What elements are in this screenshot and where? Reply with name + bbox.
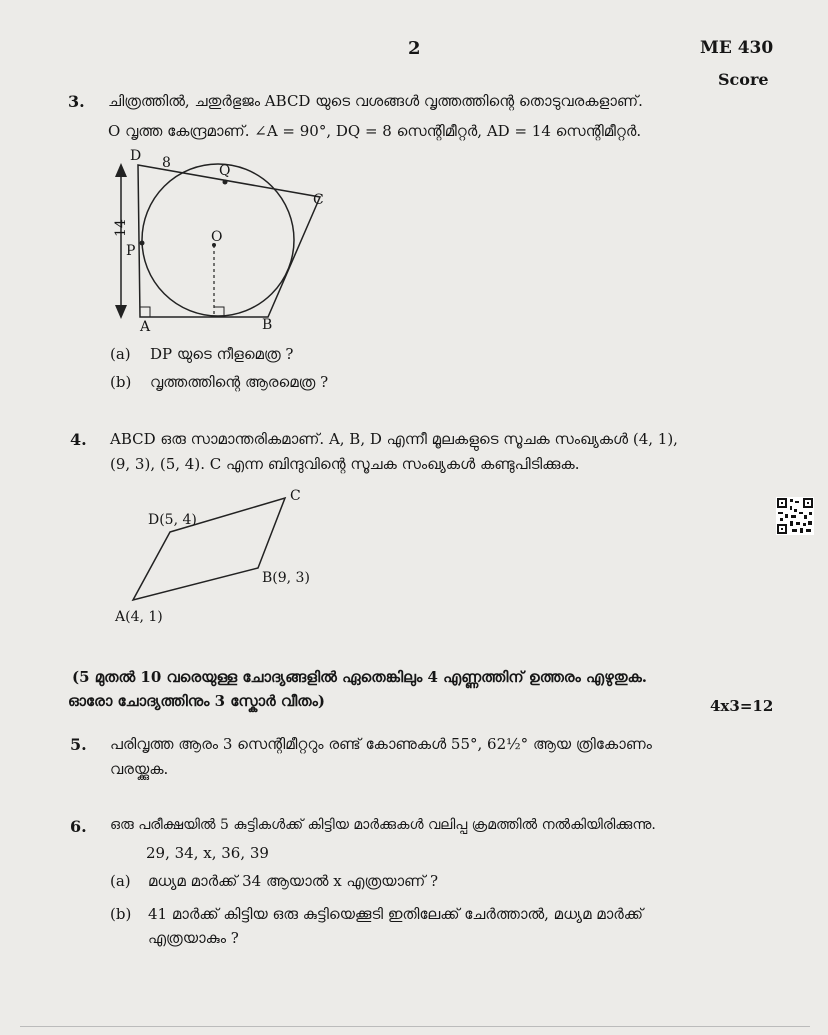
label-8: 8: [162, 155, 171, 171]
page-bottom-edge: [20, 1026, 810, 1027]
instruction-line1: (5 മുതൽ 10 വരെയുള്ള ചോദ്യങ്ങളിൽ ഏതെങ്കിലും 4 എണ്ണത്തിന് ഉത്തരം എഴുതുക.: [72, 668, 648, 686]
question-5-line1: പരിവൃത്ത ആരം 3 സെന്റിമീറ്ററും രണ്ട് കോണുകൾ 55°, 62½° ആയ ത്രികോണം: [110, 735, 652, 753]
label-d: D: [130, 148, 142, 164]
point-q: [223, 180, 228, 185]
question-6b-line2: എത്രയാകും ?: [148, 929, 239, 947]
label-d-coords: D(5, 4): [148, 512, 197, 528]
instruction-marks: 4x3=12: [710, 697, 774, 715]
question-3a-label: (a): [110, 345, 131, 363]
arrow-head-down: [115, 305, 127, 319]
question-6b-label: (b): [110, 905, 132, 923]
question-6a-text: മധ്യമ മാർക്ക് 34 ആയാൽ x എത്രയാണ് ?: [148, 872, 439, 890]
score-column-label: Score: [718, 70, 769, 89]
question-4-figure: [110, 480, 330, 630]
question-4-line2: (9, 3), (5, 4). C എന്ന ബിന്ദുവിന്റെ സൂചക സംഖ്യകൾ കണ്ടുപിടിക്കുക.: [110, 455, 580, 473]
question-6a-label: (a): [110, 872, 131, 890]
label-b: B: [262, 317, 273, 333]
question-4-line1: ABCD ഒരു സാമാന്തരികമാണ്. A, B, D എന്നീ മൂലകളുടെ സൂചക സംഖ്യകൾ (4, 1),: [110, 430, 678, 448]
question-5-number: 5.: [70, 735, 87, 754]
question-4-number: 4.: [70, 430, 87, 449]
label-b-coords: B(9, 3): [262, 570, 310, 586]
question-6b-line1: 41 മാർക്ക് കിട്ടിയ ഒരു കുട്ടിയെക്കൂടി ഇതിലേക്ക് ചേർത്താൽ, മധ്യമ മാർക്ക്: [148, 905, 644, 923]
page-number: 2: [408, 38, 421, 59]
label-q: Q: [219, 163, 231, 179]
question-6-line1: ഒരു പരീക്ഷയിൽ 5 കുട്ടികൾക്ക് കിട്ടിയ മാർക്കുകൾ വലിപ്പ ക്രമത്തിൽ നൽകിയിരിക്കുന്നു.: [110, 817, 656, 833]
question-3-figure: [100, 145, 340, 340]
paper-code: ME 430: [700, 38, 774, 58]
label-a: A: [140, 319, 151, 335]
label-c: C: [290, 488, 301, 504]
arrow-head-up: [115, 163, 127, 177]
point-p: [140, 241, 145, 246]
question-6-data: 29, 34, x, 36, 39: [146, 844, 269, 862]
label-14: 14: [113, 219, 129, 237]
right-angle-mark-a: [140, 307, 150, 317]
label-a-coords: A(4, 1): [115, 609, 163, 625]
instruction-line2: ഓരോ ചോദ്യത്തിനും 3 സ്കോർ വീതം): [68, 692, 325, 710]
question-3-number: 3.: [68, 92, 85, 111]
label-o: O: [211, 229, 223, 245]
label-c: C: [313, 192, 324, 208]
question-3b-label: (b): [110, 373, 132, 391]
qr-code: [776, 497, 814, 535]
question-6-number: 6.: [70, 817, 87, 836]
question-3-line2: O വൃത്ത കേന്ദ്രമാണ്. ∠A = 90°, DQ = 8 സെന്റിമീറ്റർ, AD = 14 സെന്റിമീറ്റർ.: [108, 122, 642, 140]
question-5-line2: വരയ്ക്കുക.: [110, 760, 169, 778]
question-3-line1: ചിത്രത്തിൽ, ചതുർഭുജം ABCD യുടെ വശങ്ങൾ വൃത്തത്തിന്റെ തൊടുവരകളാണ്.: [108, 92, 643, 110]
label-p: P: [126, 243, 136, 259]
question-3b-text: വൃത്തത്തിന്റെ ആരമെത്ര ?: [150, 373, 329, 391]
question-3a-text: DP യുടെ നീളമെത്ര ?: [150, 345, 294, 363]
